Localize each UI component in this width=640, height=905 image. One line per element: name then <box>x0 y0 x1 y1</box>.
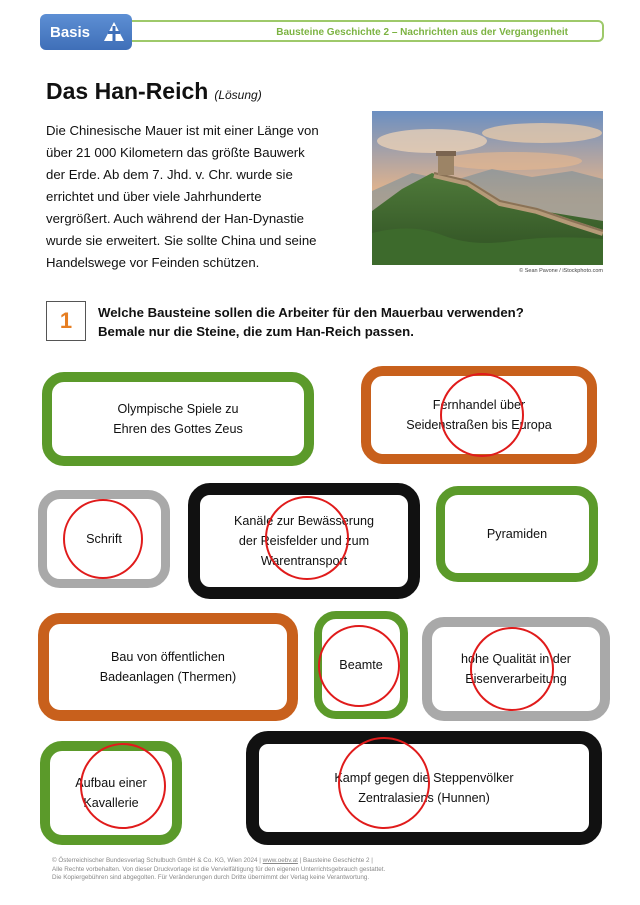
triangle-logo-icon <box>102 20 126 44</box>
footer <box>52 857 385 883</box>
stone-label: Ehren des Gottes Zeus <box>113 422 243 436</box>
stone-kanaele[interactable] <box>188 483 420 599</box>
series-title: Bausteine Geschichte 2 – Nachrichten aus der Vergangenheit <box>276 27 568 38</box>
page-title <box>46 78 262 105</box>
intro-line: vergrößert. Auch während der Han-Dynastie <box>46 211 305 226</box>
stone-schrift[interactable] <box>38 490 170 588</box>
task-line: Welche Bausteine sollen die Arbeiter für den Mauerbau verwenden? <box>98 305 524 320</box>
stone-beamte[interactable] <box>314 611 408 719</box>
footer-line: © Österreichischer Bundesverlag Schulbuch GmbH & Co. KG, Wien 2024 | www.oebv.at | Bausteine Geschichte 2 | <box>52 857 373 864</box>
intro-line: Handelswege vor Feinden schützen. <box>46 255 260 270</box>
stone-pyramiden[interactable] <box>436 486 598 582</box>
intro-line: errichtet und über viele Jahrhunderte <box>46 189 262 204</box>
intro-line: wurde sie erweitert. Sie sollte China und seine <box>46 233 317 248</box>
publisher-link[interactable]: www.oebv.at <box>262 857 298 864</box>
stone-steppe[interactable] <box>246 731 602 845</box>
intro-text <box>46 120 364 274</box>
stone-label: Warentransport <box>260 554 348 568</box>
stone-label: hohe Qualität in der <box>461 652 571 666</box>
intro-line: Die Chinesische Mauer ist mit einer Länge von <box>46 123 319 138</box>
stone-thermen[interactable] <box>38 613 298 721</box>
task-number: 1 <box>46 301 86 341</box>
basis-logo <box>40 14 132 50</box>
footer-line: Die Kopiergebühren sind abgegolten. Für Veränderungen durch Dritte übernimmt der Verlag keine Verantwortung. <box>52 874 370 882</box>
stone-label: Eisenverarbeitung <box>465 672 567 686</box>
stone-label: der Reisfelder und zum <box>238 534 370 548</box>
stone-label: Seidenstraßen bis Europa <box>406 418 552 432</box>
page-subtitle: (Lösung) <box>214 88 262 102</box>
stone-label: Zentralasiens (Hunnen) <box>358 791 490 805</box>
task-instructions <box>98 303 598 341</box>
stone-olympia[interactable] <box>42 372 314 466</box>
stone-label: Kampf gegen die Steppenvölker <box>334 771 514 785</box>
page-header <box>40 14 604 44</box>
stone-label: Schrift <box>86 532 122 546</box>
intro-line: über 21 000 Kilometern das größte Bauwerk <box>46 145 305 160</box>
stone-label: Kavallerie <box>83 796 139 810</box>
intro-line: der Erde. Ab dem 7. Jhd. v. Chr. wurde sie <box>46 167 293 182</box>
stone-label: Kanäle zur Bewässerung <box>233 514 374 528</box>
stone-label: Olympische Spiele zu <box>117 402 239 416</box>
stone-label: Pyramiden <box>486 527 548 541</box>
stone-label: Fernhandel über <box>432 398 526 412</box>
stone-fernhandel[interactable] <box>361 366 597 464</box>
stone-label: Badeanlagen (Thermen) <box>99 670 237 684</box>
stone-label: Bau von öffentlichen <box>111 650 225 664</box>
title-text: Das Han-Reich <box>46 78 209 104</box>
basis-logo-text: Basis <box>50 23 91 41</box>
stone-kavallerie[interactable] <box>40 741 182 845</box>
stone-eisen[interactable] <box>422 617 610 721</box>
great-wall-photo <box>372 111 603 265</box>
stone-label: Aufbau einer <box>75 776 147 790</box>
task-line: Bemale nur die Steine, die zum Han-Reich passen. <box>98 324 414 339</box>
photo-credit: © Sean Pavone / iStockphoto.com <box>519 268 603 274</box>
footer-line: Alle Rechte vorbehalten. Von dieser Druckvorlage ist die Vervielfältigung für den eigenen Unterrichtsgebrauch gestattet. <box>52 865 386 873</box>
stone-label: Beamte <box>339 658 383 672</box>
